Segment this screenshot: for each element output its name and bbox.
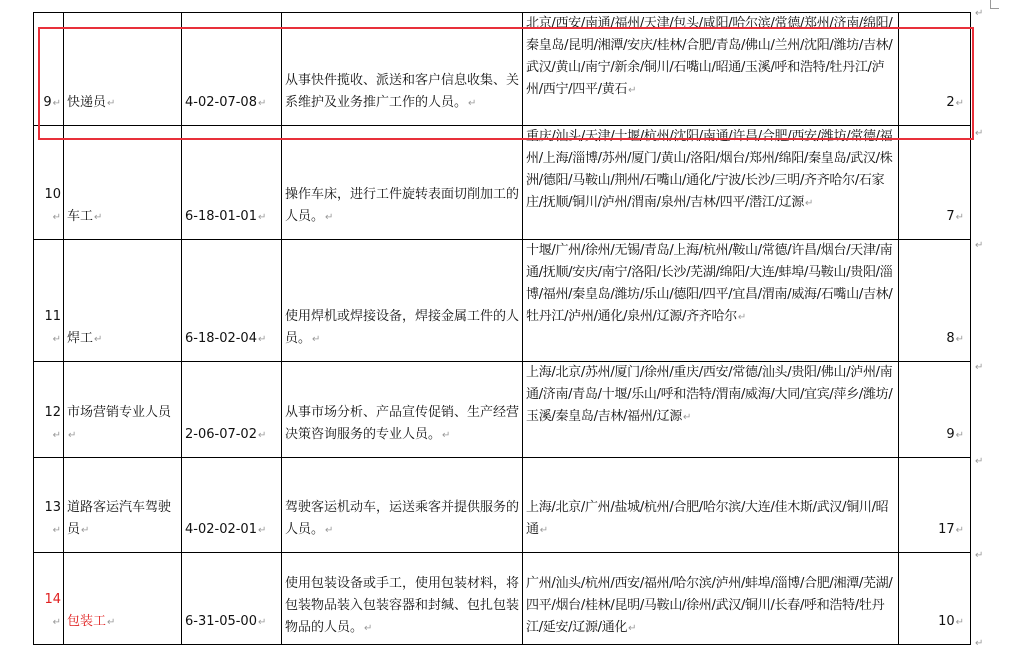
occupation-code: 6-31-05-00↵: [182, 553, 282, 645]
rank-count: 10↵: [899, 553, 971, 645]
city-list: 十堰/广州/徐州/无锡/青岛/上海/杭州/鞍山/常德/许昌/烟台/天津/南通/抚顺/安庆/南宁/洛阳/长沙/芜湖/绵阳/大连/蚌埠/马鞍山/贵阳/淄博/福州/秦皇岛/潍坊/乐山/德阳/四平/宜昌/渭南/威海/石嘴山/吉林/牡丹江/泸州/通化/泉州/辽源/齐齐哈尔↵: [523, 240, 899, 362]
occupation-description: 从事市场分析、产品宣传促销、生产经营决策咨询服务的专业人员。↵: [282, 362, 523, 458]
occupation-description: 使用包装设备或手工，使用包装材料，将包装物品装入包装容器和封缄、包扎包装物品的人员。↵: [282, 553, 523, 645]
rank-count: 2↵: [899, 13, 971, 126]
occupation-code: 4-02-02-01↵: [182, 458, 282, 553]
row-end-mark: ↵: [975, 362, 984, 373]
occupation-description: 使用焊机或焊接设备，焊接金属工件的人员。↵: [282, 240, 523, 362]
row-end-mark: ↵: [975, 456, 984, 467]
page-corner-mark: [990, 0, 999, 9]
table-row: [34, 240, 971, 362]
occupation-description: 从事快件揽收、派送和客户信息收集、关系维护及业务推广工作的人员。↵: [282, 13, 523, 126]
occupation-name: 包装工↵: [64, 553, 182, 645]
rank-count: 9↵: [899, 362, 971, 458]
city-list: 重庆/汕头/天津/十堰/杭州/沈阳/南通/许昌/合肥/西安/潍坊/常德/福州/上海/淄博/苏州/厦门/黄山/洛阳/烟台/郑州/绵阳/秦皇岛/武汉/株洲/德阳/马鞍山/荆州/石嘴山/通化/宁波/长沙/三明/齐齐哈尔/石家庄/抚顺/铜川/泸州/渭南/泉州/吉林/四平/潜江/辽源↵: [523, 126, 899, 240]
occupation-code: 6-18-02-04↵: [182, 240, 282, 362]
city-list: 广州/汕头/杭州/西安/福州/哈尔滨/泸州/蚌埠/淄博/合肥/湘潭/芜湖/四平/烟台/桂林/昆明/马鞍山/徐州/武汉/铜川/长春/呼和浩特/牡丹江/延安/辽源/通化↵: [523, 553, 899, 645]
occupation-name: 焊工↵: [64, 240, 182, 362]
table-row: [34, 126, 971, 240]
occupation-name: 市场营销专业人员↵: [64, 362, 182, 458]
row-end-mark: ↵: [975, 550, 984, 561]
table-row: [34, 458, 971, 553]
row-number: 14↵: [34, 553, 64, 645]
occupation-name: 车工↵: [64, 126, 182, 240]
table-row: [34, 362, 971, 458]
occupation-description: 驾驶客运机动车，运送乘客并提供服务的人员。↵: [282, 458, 523, 553]
occupation-name: 快递员↵: [64, 13, 182, 126]
row-number: 12↵: [34, 362, 64, 458]
row-end-mark: ↵: [975, 8, 984, 19]
city-list: 上海/北京/广州/盐城/杭州/合肥/哈尔滨/大连/佳木斯/武汉/铜川/昭通↵: [523, 458, 899, 553]
row-end-mark: ↵: [975, 638, 984, 649]
occupation-name: 道路客运汽车驾驶员↵: [64, 458, 182, 553]
rank-count: 8↵: [899, 240, 971, 362]
occupation-code: 4-02-07-08↵: [182, 13, 282, 126]
row-number: 13↵: [34, 458, 64, 553]
row-end-mark: ↵: [975, 240, 984, 251]
rank-count: 17↵: [899, 458, 971, 553]
table-row: [34, 553, 971, 645]
occupation-description: 操作车床，进行工件旋转表面切削加工的人员。↵: [282, 126, 523, 240]
row-end-mark: ↵: [975, 128, 984, 139]
occupation-code: 2-06-07-02↵: [182, 362, 282, 458]
city-list: 上海/北京/苏州/厦门/徐州/重庆/西安/常德/汕头/贵阳/佛山/泸州/南通/济南/青岛/十堰/乐山/呼和浩特/渭南/威海/大同/宜宾/萍乡/潍坊/玉溪/秦皇岛/吉林/福州/辽源↵: [523, 362, 899, 458]
row-number: 11↵: [34, 240, 64, 362]
occupation-code: 6-18-01-01↵: [182, 126, 282, 240]
row-number: 9↵: [34, 13, 64, 126]
occupation-table: [33, 12, 971, 645]
table-row: [34, 13, 971, 126]
row-number: 10↵: [34, 126, 64, 240]
city-list: 北京/西安/南通/福州/天津/包头/咸阳/哈尔滨/常德/郑州/济南/绵阳/秦皇岛/昆明/湘潭/安庆/桂林/合肥/青岛/佛山/兰州/沈阳/潍坊/吉林/武汉/黄山/南宁/新余/铜川/石嘴山/昭通/玉溪/呼和浩特/牡丹江/泸州/西宁/四平/黄石↵: [523, 13, 899, 126]
rank-count: 7↵: [899, 126, 971, 240]
